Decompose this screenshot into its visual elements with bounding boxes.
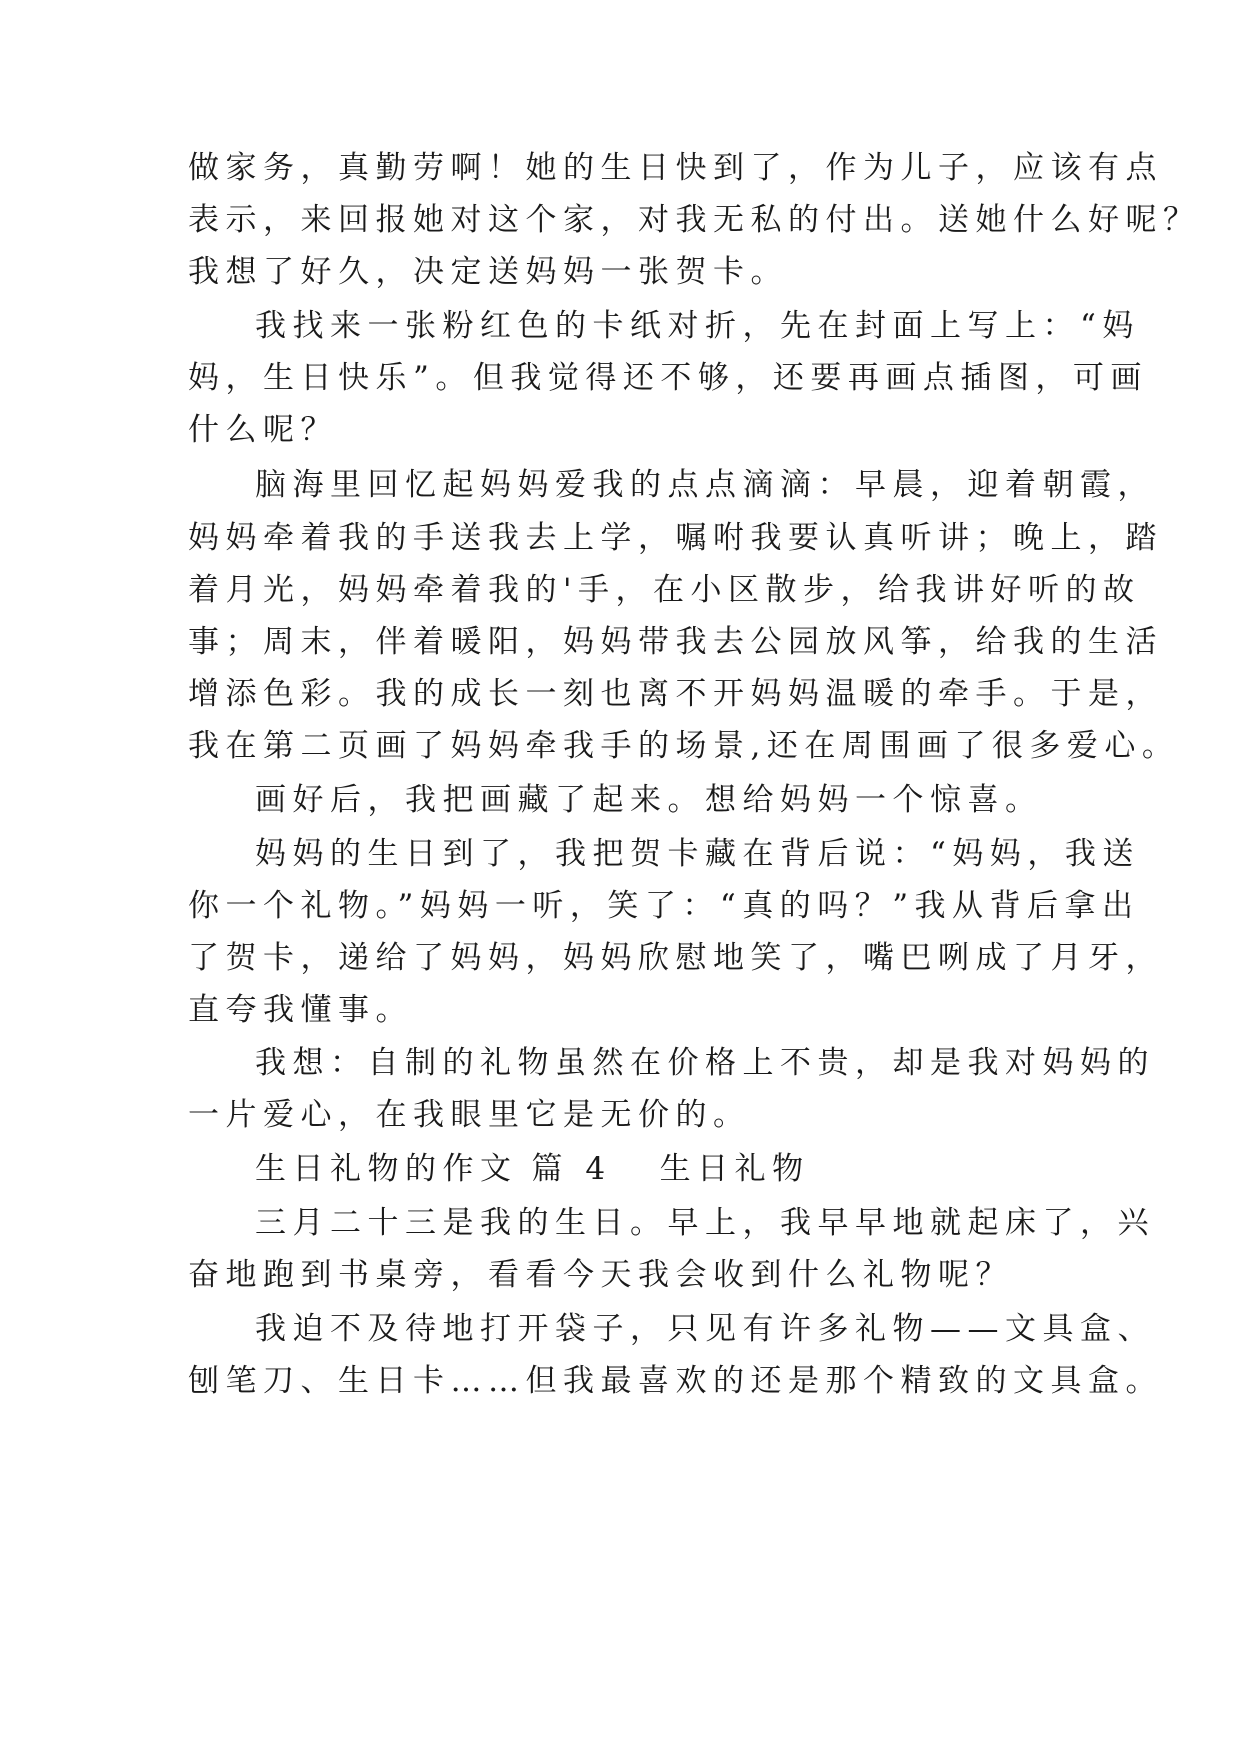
text-line: 刨笔刀、生日卡……但我最喜欢的还是那个精致的文具盒。: [188, 1363, 1163, 1399]
text-line: 画好后，我把画藏了起来。想给妈妈一个惊喜。: [255, 782, 1043, 818]
text-line: 增添色彩。我的成长一刻也离不开妈妈温暖的牵手。于是，: [188, 676, 1163, 712]
text-line: 我想：自制的礼物虽然在价格上不贵，却是我对妈妈的: [255, 1045, 1155, 1081]
text-line: 一片爱心，在我眼里它是无价的。: [188, 1097, 751, 1133]
text-line: 三月二十三是我的生日。早上，我早早地就起床了，兴: [255, 1205, 1155, 1241]
section-heading: [255, 1149, 810, 1189]
text-line: 妈妈的生日到了，我把贺卡藏在背后说：“妈妈，我送: [255, 836, 1140, 872]
text-line: 直夸我懂事。: [188, 992, 413, 1028]
text-line: 我迫不及待地打开袋子，只见有许多礼物——文具盒、: [255, 1311, 1155, 1347]
text-line: 奋地跑到书桌旁，看看今天我会收到什么礼物呢？: [188, 1257, 1013, 1293]
text-line: 我想了好久，决定送妈妈一张贺卡。: [188, 254, 788, 290]
text-line: 表示，来回报她对这个家，对我无私的付出。送她什么好呢？: [188, 202, 1201, 238]
text-line: 脑海里回忆起妈妈爱我的点点滴滴：早晨，迎着朝霞，: [255, 467, 1155, 503]
text-line: 妈，生日快乐”。但我觉得还不够，还要再画点插图，可画: [188, 360, 1148, 396]
text-line: 什么呢？: [188, 412, 338, 448]
text-line: 做家务，真勤劳啊！她的生日快到了，作为儿子，应该有点: [188, 150, 1163, 186]
text-line: 了贺卡，递给了妈妈，妈妈欣慰地笑了，嘴巴咧成了月牙，: [188, 940, 1163, 976]
text-line: 我在第二页画了妈妈牵我手的场景,还在周围画了很多爱心。: [188, 728, 1180, 764]
section-number: 篇 4: [531, 1151, 612, 1187]
section-subtitle: 生日礼物: [659, 1151, 810, 1187]
text-line: 妈妈牵着我的手送我去上学，嘱咐我要认真听讲；晚上，踏: [188, 520, 1163, 556]
text-line: 着月光，妈妈牵着我的'手，在小区散步，给我讲好听的故: [188, 572, 1141, 608]
section-title: 生日礼物的作文: [255, 1151, 518, 1187]
text-line: 事；周末，伴着暖阳，妈妈带我去公园放风筝，给我的生活: [188, 624, 1163, 660]
text-line: 你一个礼物。”妈妈一听，笑了：“真的吗？”我从背后拿出: [188, 888, 1140, 924]
text-line: 我找来一张粉红色的卡纸对折，先在封面上写上：“妈: [255, 308, 1140, 344]
